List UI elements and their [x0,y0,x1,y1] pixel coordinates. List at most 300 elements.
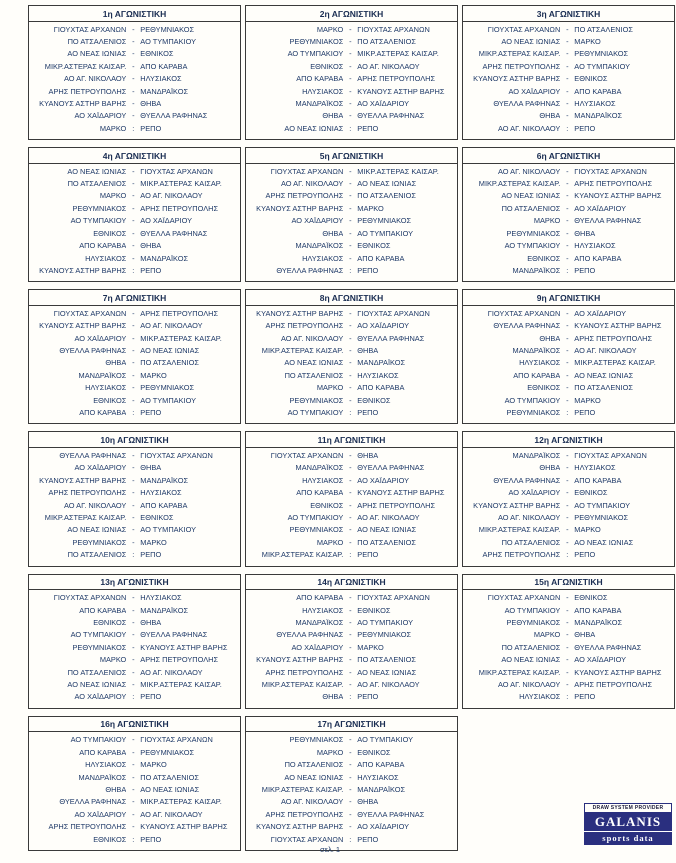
separator: - [349,605,352,615]
fixture-row [249,98,454,110]
separator: - [566,333,569,343]
home-team: ΚΥΑΝΟΥΣ ΑΣΤΗΡ ΒΑΡΗΣ [39,265,127,275]
fixture-row [249,110,454,122]
fixture-row [32,86,237,98]
away-team: ΑΠΟ ΚΑΡΑΒΑ [574,605,622,615]
fixture-row [466,98,671,110]
away-team: ΘΥΕΛΛΑ ΡΑΦΗΝΑΣ [574,642,642,652]
separator: : [132,692,135,702]
home-team: ΠΟ ΑΤΣΑΛΕΝΙΟΣ [501,537,561,547]
separator: - [566,86,569,96]
separator: - [566,228,569,238]
home-team: ΑΠΟ ΚΑΡΑΒΑ [296,74,344,84]
away-team: ΑΟ ΑΓ. ΝΙΚΟΛΑΟΥ [357,513,420,522]
fixture-row [249,370,454,382]
fixture-list [29,590,240,708]
away-team: ΑΡΗΣ ΠΕΤΡΟΥΠΟΛΗΣ [140,203,219,213]
separator: - [349,111,352,121]
fixture-row [249,395,454,407]
fixture-row [32,61,237,73]
home-team: ΜΑΝΔΡΑΪΚΟΣ [295,98,344,108]
home-team: ΡΕΘΥΜΝΙΑΚΟΣ [289,36,344,46]
home-team: ΘΗΒΑ [539,463,561,473]
separator: - [132,760,135,770]
home-team: ΡΕΘΥΜΝΙΑΚΟΣ [506,228,561,238]
matchday-box [245,574,458,709]
away-team: ΑΟ ΤΥΜΠΑΚΙΟΥ [140,36,197,46]
away-team: ΜΑΡΚΟ [140,537,167,547]
away-team: ΘΗΒΑ [140,98,162,108]
separator: : [132,408,135,418]
home-team: ΑΟ ΝΕΑΣ ΙΩΝΙΑΣ [67,679,127,689]
away-team: ΜΙΚΡ.ΑΣΤΕΡΑΣ ΚΑΙΣΑΡ. [140,679,222,689]
matchday-title: 12η ΑΓΩΝΙΣΤΙΚΗ [463,432,674,448]
away-team: ΠΟ ΑΤΣΑΛΕΝΙΟΣ [574,383,633,393]
fixture-list [246,732,457,850]
away-team: ΘΥΕΛΛΑ ΡΑΦΗΝΑΣ [140,111,208,121]
matchday-box [462,289,675,424]
away-team: ΕΘΝΙΚΟΣ [140,49,174,59]
fixture-list [246,306,457,424]
fixture-row [249,487,454,499]
separator: : [132,123,135,133]
fixture-row [466,605,671,617]
matchday-title: 17η ΑΓΩΝΙΣΤΙΚΗ [246,717,457,733]
away-team: ΗΛΥΣΙΑΚΟΣ [140,488,182,498]
fixture-row [32,691,237,703]
home-team: ΑΟ ΤΥΜΠΑΚΙΟΥ [70,216,127,226]
away-team: ΜΑΡΚΟ [357,203,384,213]
separator: - [566,655,569,665]
away-team: ΘΗΒΑ [140,241,162,251]
away-team: ΕΘΝΙΚΟΣ [357,395,391,405]
separator: - [566,203,569,213]
separator: - [132,537,135,547]
home-team: ΜΑΡΚΟ [99,655,127,665]
fixture-list [29,306,240,424]
separator: - [349,86,352,96]
separator: - [566,179,569,189]
separator: - [566,537,569,547]
separator: - [349,383,352,393]
away-team: ΘΥΕΛΛΑ ΡΑΦΗΝΑΣ [140,228,208,238]
fixture-row [32,370,237,382]
away-team: ΘΥΕΛΛΑ ΡΑΦΗΝΑΣ [140,630,208,640]
separator: - [132,241,135,251]
away-team: ΑΟ ΝΕΑΣ ΙΩΝΙΑΣ [357,179,417,189]
home-team: ΓΙΟΥΧΤΑΣ ΑΡΧΑΝΩΝ [53,24,127,34]
home-team: ΡΕΘΥΜΝΙΑΚΟΣ [289,395,344,405]
home-team: ΠΟ ΑΤΣΑΛΕΝΙΟΣ [501,642,561,652]
away-team: ΡΕΠΟ [357,834,379,844]
home-team: ΜΑΝΔΡΑΪΚΟΣ [295,241,344,251]
separator: - [566,346,569,356]
home-team: ΑΟ ΝΕΑΣ ΙΩΝΙΑΣ [501,191,561,201]
away-team: ΜΑΝΔΡΑΪΚΟΣ [357,784,406,794]
fixture-row [466,629,671,641]
fixture-row [466,617,671,629]
separator: - [349,395,352,405]
fixture-row [32,178,237,190]
fixture-row [466,333,671,345]
fixture-row [32,228,237,240]
separator: - [132,679,135,689]
separator: - [349,679,352,689]
home-team: ΑΟ ΤΥΜΠΑΚΙΟΥ [70,735,127,745]
separator: - [566,253,569,263]
home-team: ΕΘΝΙΚΟΣ [93,395,127,405]
fixture-row [32,190,237,202]
home-team: ΚΥΑΝΟΥΣ ΑΣΤΗΡ ΒΑΡΗΣ [256,308,344,318]
separator: - [132,747,135,757]
separator: - [132,111,135,121]
away-team: ΡΕΠΟ [140,408,162,418]
home-team: ΠΟ ΑΤΣΑΛΕΝΙΟΣ [501,203,561,213]
home-team: ΑΟ ΝΕΑΣ ΙΩΝΙΑΣ [284,772,344,782]
home-team: ΘΗΒΑ [539,111,561,121]
away-team: ΕΘΝΙΚΟΣ [140,513,174,522]
fixture-row [249,642,454,654]
fixture-row [32,73,237,85]
fixture-row [32,747,237,759]
away-team: ΚΥΑΝΟΥΣ ΑΣΤΗΡ ΒΑΡΗΣ [574,667,662,677]
fixture-row [249,772,454,784]
home-team: ΑΟ ΑΓ. ΝΙΚΟΛΑΟΥ [497,166,561,176]
home-team: ΑΟ ΑΓ. ΝΙΚΟΛΑΟΥ [63,500,127,510]
fixture-row [32,308,237,320]
home-team: ΜΙΚΡ.ΑΣΤΕΡΑΣ ΚΑΙΣΑΡ. [261,550,344,560]
away-team: ΘΗΒΑ [357,346,379,356]
fixture-row [249,320,454,332]
fixture-row [32,549,237,561]
separator: - [132,772,135,782]
fixture-row [466,190,671,202]
away-team: ΑΟ ΧΑΪΔΑΡΙΟΥ [357,98,410,108]
separator: : [349,550,352,560]
home-team: ΓΙΟΥΧΤΑΣ ΑΡΧΑΝΩΝ [270,450,344,460]
away-team: ΗΛΥΣΙΑΚΟΣ [140,74,182,84]
away-team: ΑΡΗΣ ΠΕΤΡΟΥΠΟΛΗΣ [357,500,436,510]
home-team: ΘΥΕΛΛΑ ΡΑΦΗΝΑΣ [59,450,127,460]
home-team: ΑΡΗΣ ΠΕΤΡΟΥΠΟΛΗΣ [265,809,344,819]
separator: - [349,203,352,213]
home-team: ΑΠΟ ΚΑΡΑΒΑ [296,488,344,498]
fixture-row [249,524,454,536]
separator: - [132,358,135,368]
away-team: ΕΘΝΙΚΟΣ [357,605,391,615]
away-team: ΑΟ ΤΥΜΠΑΚΙΟΥ [140,395,197,405]
home-team: ΑΠΟ ΚΑΡΑΒΑ [79,241,127,251]
fixture-row [249,617,454,629]
separator: - [132,253,135,263]
separator: - [132,475,135,485]
away-team: ΑΟ ΤΥΜΠΑΚΙΟΥ [357,228,414,238]
fixture-row [249,629,454,641]
away-team: ΓΙΟΥΧΤΑΣ ΑΡΧΑΝΩΝ [140,166,213,176]
away-team: ΗΛΥΣΙΑΚΟΣ [357,370,399,380]
away-team: ΓΙΟΥΧΤΑΣ ΑΡΧΑΝΩΝ [140,735,213,745]
away-team: ΡΕΠΟ [574,265,596,275]
home-team: ΡΕΘΥΜΝΙΑΚΟΣ [72,642,127,652]
home-team: ΜΙΚΡ.ΑΣΤΕΡΑΣ ΚΑΙΣΑΡ. [478,49,561,59]
separator: - [132,166,135,176]
separator: - [349,797,352,807]
home-team: ΚΥΑΝΟΥΣ ΑΣΤΗΡ ΒΑΡΗΣ [39,98,127,108]
fixture-row [466,345,671,357]
home-team: ΕΘΝΙΚΟΣ [93,834,127,844]
fixture-row [249,265,454,277]
separator: - [132,216,135,226]
home-team: ΓΙΟΥΧΤΑΣ ΑΡΧΑΝΩΝ [270,166,344,176]
fixture-row [32,407,237,419]
fixture-row [466,215,671,227]
fixture-row [249,240,454,252]
fixture-list [463,448,674,566]
fixture-row [32,36,237,48]
home-team: ΜΙΚΡ.ΑΣΤΕΡΑΣ ΚΑΙΣΑΡ. [44,61,127,71]
matchday-box [28,574,241,709]
fixture-row [466,48,671,60]
separator: - [349,450,352,460]
separator: - [349,98,352,108]
fixture-row [32,759,237,771]
fixture-list [463,306,674,424]
fixture-row [466,228,671,240]
matchday-title: 13η ΑΓΩΝΙΣΤΙΚΗ [29,575,240,591]
fixture-row [249,450,454,462]
away-team: ΜΑΝΔΡΑΪΚΟΣ [574,111,623,121]
fixture-row [32,203,237,215]
away-team: ΑΟ ΤΥΜΠΑΚΙΟΥ [140,525,197,535]
home-team: ΜΑΡΚΟ [99,191,127,201]
home-team: ΜΑΡΚΟ [99,123,127,133]
home-team: ΑΟ ΤΥΜΠΑΚΙΟΥ [504,605,561,615]
separator: - [132,370,135,380]
matchday-title: 15η ΑΓΩΝΙΣΤΙΚΗ [463,575,674,591]
home-team: ΠΟ ΑΤΣΑΛΕΝΙΟΣ [284,370,344,380]
fixture-row [466,654,671,666]
fixture-row [249,166,454,178]
home-team: ΜΙΚΡ.ΑΣΤΕΡΑΣ ΚΑΙΣΑΡ. [44,513,127,522]
fixture-row [249,592,454,604]
separator: - [132,735,135,745]
home-team: ΗΛΥΣΙΑΚΟΣ [85,253,127,263]
fixture-row [466,537,671,549]
fixture-row [249,382,454,394]
away-team: ΑΟ ΑΓ. ΝΙΚΟΛΑΟΥ [140,809,203,819]
separator: : [132,550,135,560]
fixture-row [32,215,237,227]
fixture-row [249,73,454,85]
separator: - [132,593,135,603]
away-team: ΡΕΠΟ [357,408,379,418]
away-team: ΡΕΘΥΜΝΙΑΚΟΣ [140,24,195,34]
fixture-row [249,123,454,135]
fixture-row [466,642,671,654]
home-team: ΠΟ ΑΤΣΑΛΕΝΙΟΣ [67,550,127,560]
away-team: ΑΟ ΧΑΪΔΑΡΙΟΥ [357,475,410,485]
fixture-row [32,809,237,821]
home-team: ΑΟ ΝΕΑΣ ΙΩΝΙΑΣ [67,49,127,59]
home-team: ΗΛΥΣΙΑΚΟΣ [519,358,561,368]
fixture-row [32,475,237,487]
fixture-row [32,253,237,265]
fixture-list [246,448,457,566]
separator: - [132,321,135,331]
fixture-row [466,86,671,98]
home-team: ΑΟ ΝΕΑΣ ΙΩΝΙΑΣ [501,655,561,665]
separator: - [566,308,569,318]
away-team: ΑΟ ΝΕΑΣ ΙΩΝΙΑΣ [140,784,200,794]
separator: - [132,500,135,510]
fixture-list [246,22,457,140]
separator: - [566,679,569,689]
fixture-row [32,537,237,549]
home-team: ΜΙΚΡ.ΑΣΤΕΡΑΣ ΚΑΙΣΑΡ. [478,667,561,677]
fixture-list [29,164,240,282]
away-team: ΑΠΟ ΚΑΡΑΒΑ [357,383,405,393]
fixture-row [32,592,237,604]
separator: - [566,358,569,368]
fixture-row [32,166,237,178]
away-team: ΑΠΟ ΚΑΡΑΒΑ [574,253,622,263]
matchday-title: 10η ΑΓΩΝΙΣΤΙΚΗ [29,432,240,448]
fixture-row [249,821,454,833]
separator: - [349,642,352,652]
separator: - [349,809,352,819]
matchday-box [245,431,458,566]
home-team: ΗΛΥΣΙΑΚΟΣ [302,475,344,485]
separator: - [132,797,135,807]
separator: - [566,321,569,331]
away-team: ΡΕΘΥΜΝΙΑΚΟΣ [140,747,195,757]
home-team: ΜΑΡΚΟ [316,747,344,757]
away-team: ΑΟ ΧΑΪΔΑΡΙΟΥ [357,822,410,832]
fixture-row [466,110,671,122]
separator: - [132,86,135,96]
separator: - [349,772,352,782]
home-team: ΚΥΑΝΟΥΣ ΑΣΤΗΡ ΒΑΡΗΣ [39,475,127,485]
home-team: ΕΘΝΙΚΟΣ [527,383,561,393]
matchday-box [28,147,241,282]
away-team: ΕΘΝΙΚΟΣ [574,74,608,84]
separator: - [132,24,135,34]
home-team: ΓΙΟΥΧΤΑΣ ΑΡΧΑΝΩΝ [53,593,127,603]
separator: - [349,488,352,498]
separator: - [349,655,352,665]
separator: - [349,513,352,522]
home-team: ΡΕΘΥΜΝΙΑΚΟΣ [289,525,344,535]
separator: - [566,593,569,603]
matchday-title: 9η ΑΓΩΝΙΣΤΙΚΗ [463,290,674,306]
separator: - [566,111,569,121]
separator: - [349,61,352,71]
page-number: σελ. 1 [320,845,341,854]
matchday-title: 7η ΑΓΩΝΙΣΤΙΚΗ [29,290,240,306]
away-team: ΜΙΚΡ.ΑΣΤΕΡΑΣ ΚΑΙΣΑΡ. [357,166,439,176]
home-team: ΜΑΡΚΟ [316,24,344,34]
separator: : [349,408,352,418]
away-team: ΑΟ ΤΥΜΠΑΚΙΟΥ [574,500,631,510]
fixture-row [249,679,454,691]
away-team: ΕΘΝΙΚΟΣ [357,747,391,757]
fixture-row [32,654,237,666]
separator: - [132,450,135,460]
separator: - [566,74,569,84]
fixture-row [32,462,237,474]
fixture-list [29,448,240,566]
fixture-row [32,265,237,277]
fixture-row [249,48,454,60]
separator: : [566,265,569,275]
home-team: ΗΛΥΣΙΑΚΟΣ [302,86,344,96]
away-team: ΑΟ ΝΕΑΣ ΙΩΝΙΑΣ [357,525,417,535]
fixture-row [249,215,454,227]
away-team: ΑΟ ΑΓ. ΝΙΚΟΛΑΟΥ [357,61,420,71]
home-team: ΑΡΗΣ ΠΕΤΡΟΥΠΟΛΗΣ [48,822,127,832]
separator: - [132,667,135,677]
fixture-row [466,240,671,252]
separator: - [566,24,569,34]
fixture-list [463,590,674,708]
fixture-row [466,592,671,604]
fixture-row [249,462,454,474]
away-team: ΜΑΡΚΟ [574,36,601,46]
away-team: ΘΗΒΑ [574,630,596,640]
separator: - [566,166,569,176]
away-team: ΠΟ ΑΤΣΑΛΕΝΙΟΣ [574,24,633,34]
separator: - [566,395,569,405]
fixture-row [249,500,454,512]
fixture-row [249,834,454,846]
away-team: ΡΕΠΟ [574,692,596,702]
away-team: ΑΟ ΝΕΑΣ ΙΩΝΙΑΣ [574,537,634,547]
home-team: ΓΙΟΥΧΤΑΣ ΑΡΧΑΝΩΝ [53,308,127,318]
away-team: ΡΕΠΟ [140,834,162,844]
separator: - [132,383,135,393]
home-team: ΑΟ ΝΕΑΣ ΙΩΝΙΑΣ [284,123,344,133]
separator: - [349,166,352,176]
separator: - [349,475,352,485]
fixture-row [32,333,237,345]
separator: - [132,191,135,201]
fixture-row [249,178,454,190]
matchday-box [462,147,675,282]
matchday-box [28,716,241,851]
home-team: ΕΘΝΙΚΟΣ [93,617,127,627]
away-team: ΜΑΡΚΟ [574,395,601,405]
fixture-row [32,642,237,654]
matchday-box [245,147,458,282]
fixture-row [32,605,237,617]
fixture-row [466,667,671,679]
away-team: ΠΟ ΑΤΣΑΛΕΝΙΟΣ [357,191,416,201]
fixture-row [32,772,237,784]
home-team: ΑΠΟ ΚΑΡΑΒΑ [513,370,561,380]
home-team: ΚΥΑΝΟΥΣ ΑΣΤΗΡ ΒΑΡΗΣ [39,321,127,331]
home-team: ΑΟ ΤΥΜΠΑΚΙΟΥ [504,395,561,405]
home-team: ΘΗΒΑ [105,784,127,794]
home-team: ΘΗΒΑ [322,228,344,238]
away-team: ΜΑΝΔΡΑΪΚΟΣ [140,86,189,96]
home-team: ΠΟ ΑΤΣΑΛΕΝΙΟΣ [67,179,127,189]
away-team: ΚΥΑΝΟΥΣ ΑΣΤΗΡ ΒΑΡΗΣ [140,822,228,832]
fixture-row [32,512,237,524]
fixture-row [249,24,454,36]
home-team: ΚΥΑΝΟΥΣ ΑΣΤΗΡ ΒΑΡΗΣ [256,822,344,832]
separator: - [349,822,352,832]
separator: - [349,321,352,331]
